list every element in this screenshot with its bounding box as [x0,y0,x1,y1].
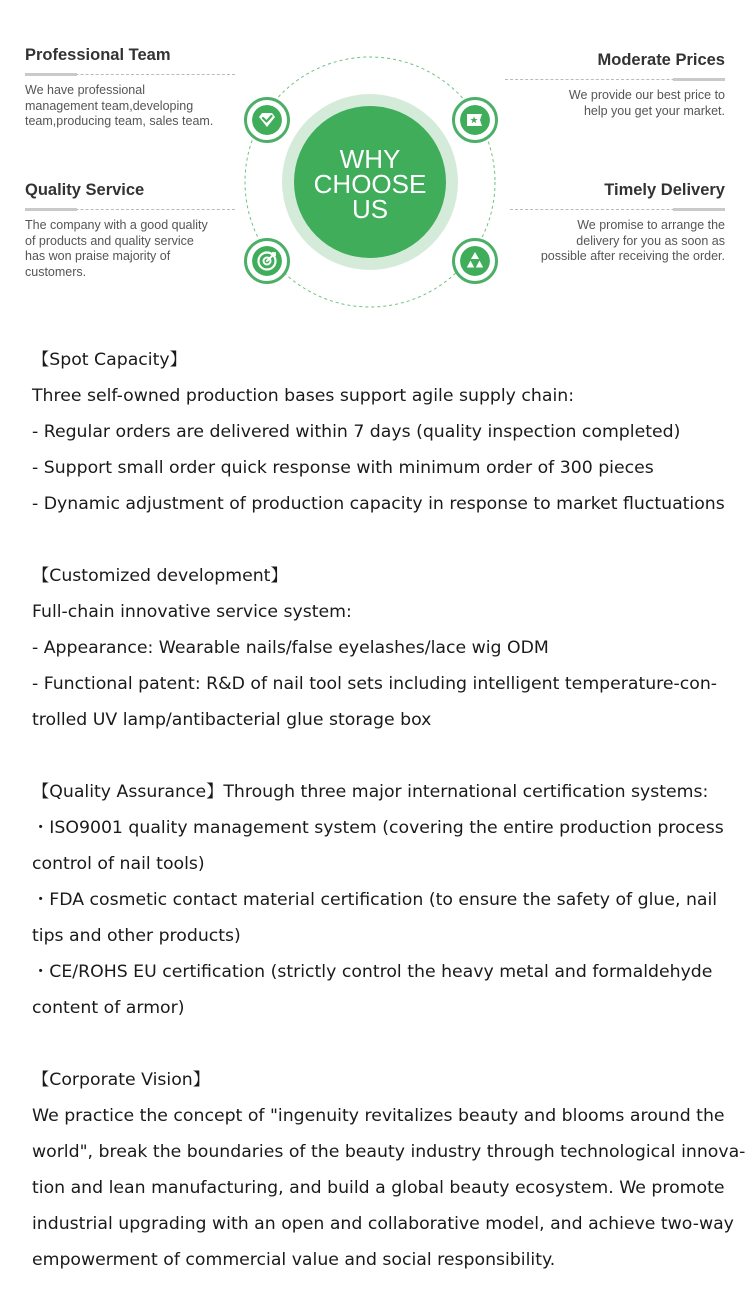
triangle-blocks-icon [452,238,498,284]
spacer [32,1026,732,1062]
list-item: - Regular orders are delivered within 7 days (quality inspection completed) [32,422,681,442]
feature-title: Professional Team [25,46,171,64]
center-title-line2: CHOOSE [313,169,427,199]
diamond-check-icon [244,97,290,143]
paragraph-line: We practice the concept of "ingenuity revitalizes beauty and blooms around the [32,1106,725,1126]
feature-moderate-prices [505,51,725,119]
feature-title: Quality Service [25,181,145,199]
divider [510,209,725,210]
feature-professional-team [25,46,235,130]
paragraph-line: industrial upgrading with an open and collaborative model, and achieve two-way [32,1214,734,1234]
divider [25,209,235,210]
list-item-continued: tips and other products) [32,926,241,946]
section-heading-spot-capacity: 【Spot Capacity】 [32,350,187,370]
section-heading-corporate-vision: 【Corporate Vision】 [32,1070,211,1090]
list-item: ・CE/ROHS EU certification (strictly control the heavy metal and formaldehyde [32,962,713,982]
list-item-continued: trolled UV lamp/antibacterial glue storage box [32,710,432,730]
feature-timely-delivery [510,181,725,265]
list-item-continued: content of armor) [32,998,185,1018]
list-item: - Appearance: Wearable nails/false eyelashes/lace wig ODM [32,638,549,658]
price-tag-star-icon [452,97,498,143]
company-description [32,342,746,1278]
target-arrow-icon [244,238,290,284]
list-item: - Support small order quick response with minimum order of 300 pieces [32,458,654,478]
divider [505,79,725,80]
feature-title: Moderate Prices [597,51,725,69]
center-title-line1: WHY [339,144,401,174]
list-item-continued: control of nail tools) [32,854,205,874]
feature-title: Timely Delivery [604,181,725,199]
feature-description: We provide our best price to help you get your market. [568,88,725,118]
list-item: ・ISO9001 quality management system (covering the entire production process [32,818,724,838]
list-item: - Functional patent: R&D of nail tool sets including intelligent temperature-con- [32,674,718,694]
feature-description: The company with a good quality of products and quality service has won praise majority of customers. [25,218,208,279]
list-item: - Dynamic adjustment of production capacity in response to market fluctuations [32,494,725,514]
divider [25,74,235,75]
spacer [32,738,732,774]
feature-description: We have professional management team,developing team,producing team, sales team. [25,83,214,128]
paragraph-line: tion and lean manufacturing, and build a global beauty ecosystem. We promote [32,1178,725,1198]
paragraph: Three self-owned production bases support agile supply chain: [32,386,575,406]
section-heading-quality-assurance: 【Quality Assurance】Through three major international certification systems: [32,782,709,802]
paragraph-line: empowerment of commercial value and social responsibility. [32,1250,556,1270]
center-title [291,144,449,224]
paragraph-line: world", break the boundaries of the beauty industry through technological innova- [32,1142,746,1162]
why-choose-us-infographic [0,0,750,330]
section-heading-customized-development: 【Customized development】 [32,566,288,586]
feature-quality-service [25,181,235,280]
center-title-line3: US [351,194,389,224]
feature-description: We promise to arrange the delivery for you as soon as possible after receiving the order. [540,218,725,263]
spacer [32,522,732,558]
paragraph: Full-chain innovative service system: [32,602,352,622]
list-item: ・FDA cosmetic contact material certification (to ensure the safety of glue, nail [32,890,718,910]
